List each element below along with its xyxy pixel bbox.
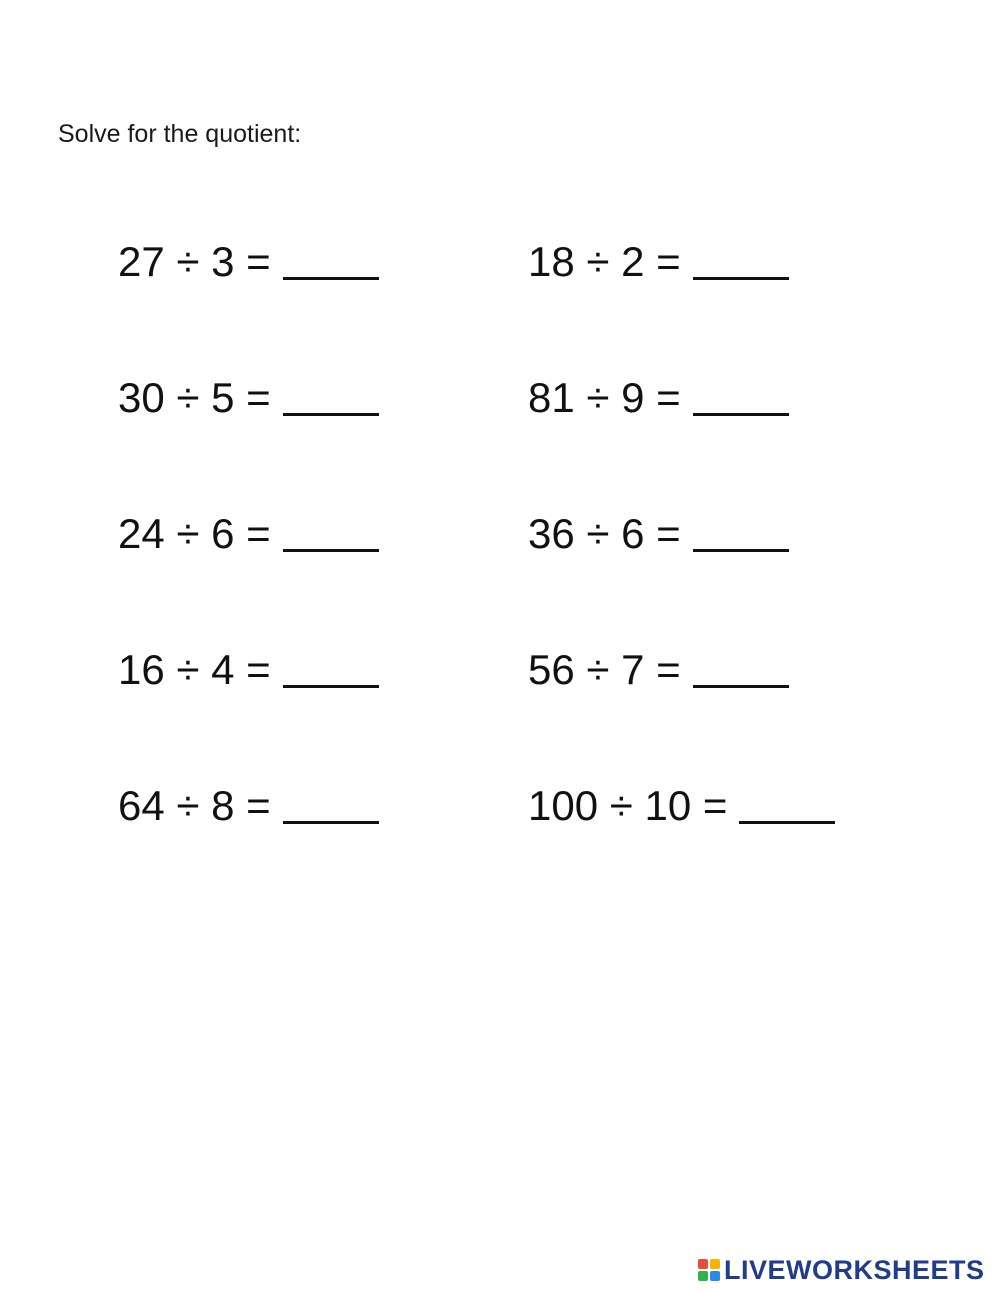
problem [118, 636, 528, 704]
problem-expression: 27 ÷ 3 = [118, 238, 271, 285]
problem [528, 228, 789, 296]
problem-expression: 24 ÷ 6 = [118, 510, 271, 557]
problem [118, 772, 528, 840]
answer-blank[interactable] [693, 369, 789, 416]
answer-blank[interactable] [693, 641, 789, 688]
problem-expression: 64 ÷ 8 = [118, 782, 271, 829]
problem-row [118, 228, 918, 364]
problem-row [118, 500, 918, 636]
answer-blank[interactable] [283, 777, 379, 824]
problem-grid [118, 228, 918, 908]
logo-block [710, 1259, 720, 1269]
problem-expression: 18 ÷ 2 = [528, 238, 681, 285]
problem [528, 364, 789, 432]
problem-expression: 36 ÷ 6 = [528, 510, 681, 557]
answer-blank[interactable] [283, 641, 379, 688]
answer-blank[interactable] [693, 233, 789, 280]
answer-blank[interactable] [283, 369, 379, 416]
logo-block [710, 1271, 720, 1281]
answer-blank[interactable] [693, 505, 789, 552]
problem-expression: 100 ÷ 10 = [528, 782, 728, 829]
answer-blank[interactable] [739, 777, 835, 824]
problem [528, 772, 835, 840]
problem-row [118, 636, 918, 772]
problem [528, 500, 789, 568]
logo-text: LIVEWORKSHEETS [724, 1255, 985, 1285]
answer-blank[interactable] [283, 505, 379, 552]
problem [528, 636, 789, 704]
answer-blank[interactable] [283, 233, 379, 280]
problem-row [118, 772, 918, 908]
problem-expression: 56 ÷ 7 = [528, 646, 681, 693]
problem [118, 228, 528, 296]
logo-block [698, 1271, 708, 1281]
problem-expression: 81 ÷ 9 = [528, 374, 681, 421]
problem-expression: 16 ÷ 4 = [118, 646, 271, 693]
logo-block [698, 1259, 708, 1269]
problem-expression: 30 ÷ 5 = [118, 374, 271, 421]
problem-row [118, 364, 918, 500]
problem [118, 500, 528, 568]
problem [118, 364, 528, 432]
instruction-text: Solve for the quotient: [58, 120, 302, 148]
liveworksheets-logo [698, 1256, 985, 1284]
logo-blocks-icon [698, 1259, 720, 1281]
